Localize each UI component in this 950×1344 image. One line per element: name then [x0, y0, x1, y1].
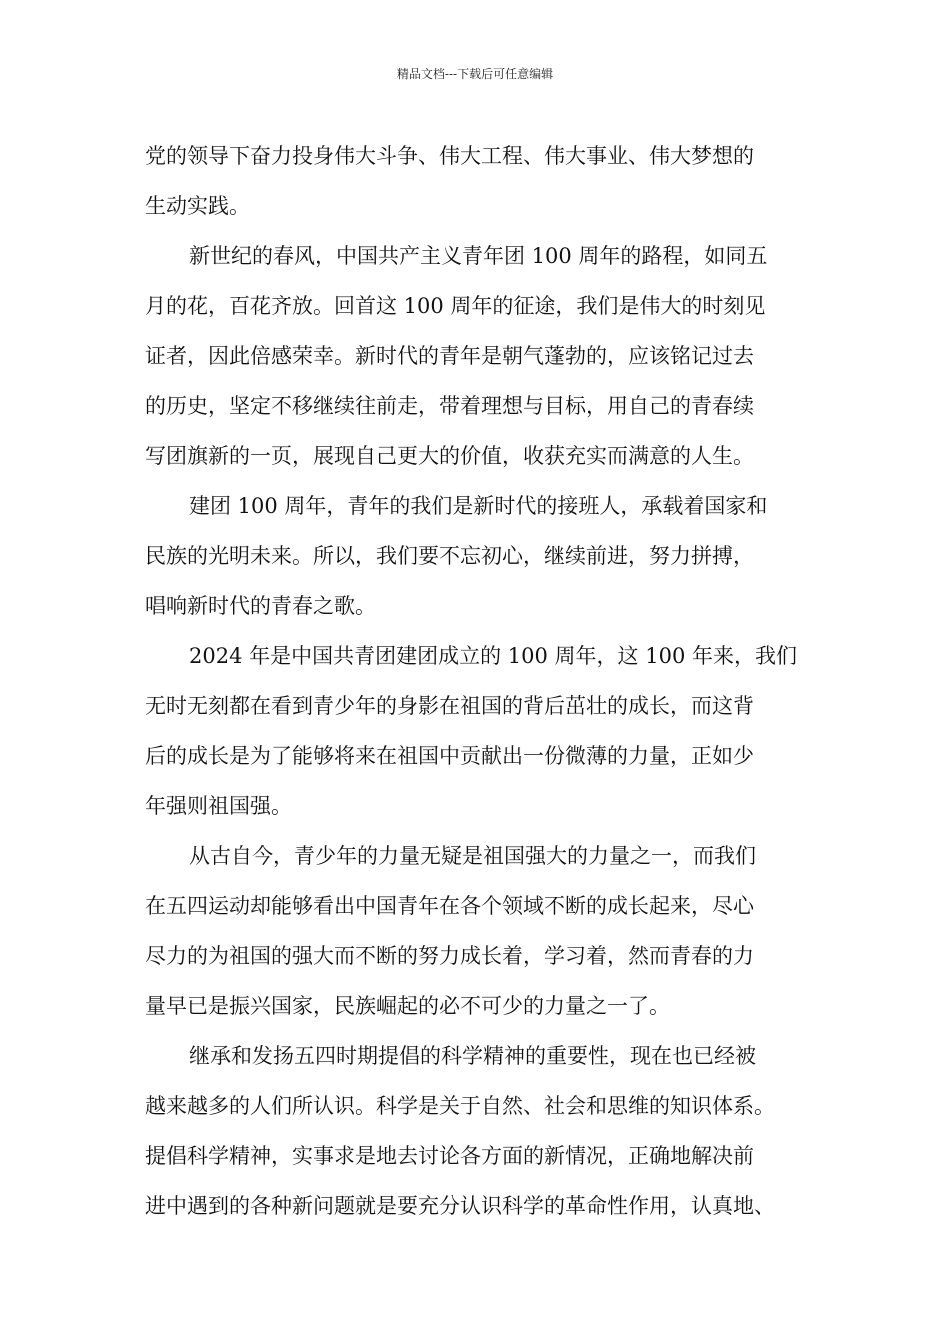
page-header: 精品文档---下载后可任意编辑	[396, 67, 554, 81]
text-line: 年强则祖国强。	[145, 794, 292, 818]
text-line: 写团旗新的一页，展现自己更大的价值，收获充实而满意的人生。	[145, 444, 754, 468]
text-line: 进中遇到的各种新问题就是要充分认识科学的革命性作用，认真地、	[145, 1194, 775, 1218]
text-line: 量早已是振兴国家，民族崛起的必不可少的力量之一了。	[145, 994, 670, 1018]
paragraph	[145, 831, 825, 1031]
text-line: 生动实践。	[145, 194, 250, 218]
text-line: 继承和发扬五四时期提倡的科学精神的重要性，现在也已经被	[189, 1044, 756, 1068]
text-line: 尽力的为祖国的强大而不断的努力成长着，学习着，然而青春的力	[145, 944, 754, 968]
text-line: 2024 年是中国共青团建团成立的 100 周年，这 100 年来，我们	[189, 644, 797, 668]
text-line: 建团 100 周年，青年的我们是新时代的接班人，承载着国家和	[189, 494, 768, 518]
text-line: 新世纪的春风，中国共产主义青年团 100 周年的路程，如同五	[189, 244, 768, 268]
text-line: 的历史，坚定不移继续往前走，带着理想与目标，用自己的青春续	[145, 394, 754, 418]
text-line: 从古自今，青少年的力量无疑是祖国强大的力量之一，而我们	[189, 844, 756, 868]
paragraph	[145, 631, 825, 831]
paragraph	[145, 1031, 825, 1231]
document-body	[145, 131, 825, 1231]
text-line: 提倡科学精神，实事求是地去讨论各方面的新情况，正确地解决前	[145, 1144, 754, 1168]
text-line: 越来越多的人们所认识。科学是关于自然、社会和思维的知识体系。	[145, 1094, 775, 1118]
paragraph	[145, 231, 825, 481]
paragraph	[145, 131, 825, 231]
text-line: 党的领导下奋力投身伟大斗争、伟大工程、伟大事业、伟大梦想的	[145, 144, 754, 168]
text-line: 月的花，百花齐放。回首这 100 周年的征途，我们是伟大的时刻见	[145, 294, 766, 318]
text-line: 无时无刻都在看到青少年的身影在祖国的背后茁壮的成长，而这背	[145, 694, 754, 718]
paragraph	[145, 481, 825, 631]
text-line: 唱响新时代的青春之歌。	[145, 594, 376, 618]
text-line: 在五四运动却能够看出中国青年在各个领域不断的成长起来，尽心	[145, 894, 754, 918]
text-line: 后的成长是为了能够将来在祖国中贡献出一份微薄的力量，正如少	[145, 744, 754, 768]
text-line: 民族的光明未来。所以，我们要不忘初心，继续前进，努力拼搏，	[145, 544, 754, 568]
text-line: 证者，因此倍感荣幸。新时代的青年是朝气蓬勃的，应该铭记过去	[145, 344, 754, 368]
